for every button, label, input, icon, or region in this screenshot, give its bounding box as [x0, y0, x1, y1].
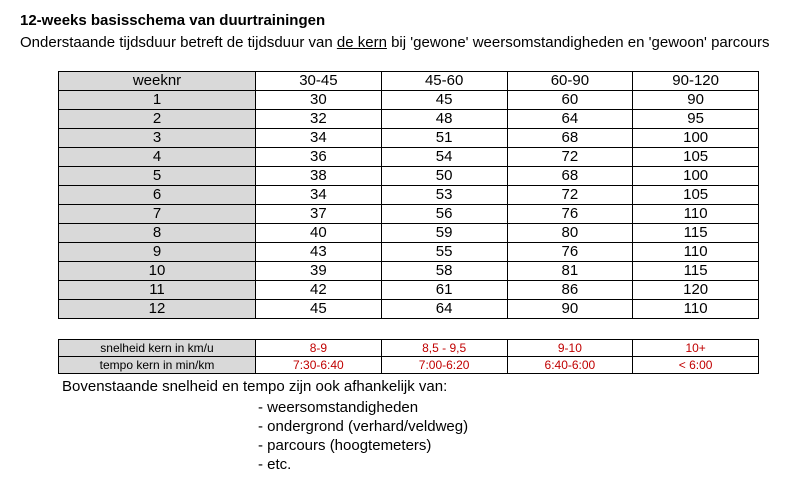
value-cell: 8,5 - 9,5 — [381, 340, 507, 357]
duration-cell: 56 — [381, 205, 507, 224]
duration-cell: 81 — [507, 262, 633, 281]
duration-cell: 95 — [633, 110, 759, 129]
table-row — [59, 91, 759, 110]
duration-cell: 58 — [381, 262, 507, 281]
duration-cell: 90 — [507, 300, 633, 319]
list-item: - parcours (hoogtemeters) — [258, 437, 432, 454]
duration-cell: 45 — [381, 91, 507, 110]
dependency-factors-list — [258, 398, 468, 474]
duration-cell: 110 — [633, 205, 759, 224]
week-number-cell: 1 — [59, 91, 256, 110]
duration-cell: 68 — [507, 167, 633, 186]
duration-cell: 72 — [507, 186, 633, 205]
duration-cell: 86 — [507, 281, 633, 300]
table-row — [59, 167, 759, 186]
duration-cell: 48 — [381, 110, 507, 129]
duration-cell: 40 — [256, 224, 382, 243]
subtitle-text-after: bij 'gewone' weersomstandigheden en 'gewoon' parcours — [386, 34, 770, 51]
duration-cell: 39 — [256, 262, 382, 281]
week-number-cell: 7 — [59, 205, 256, 224]
header-90-120: 90-120 — [633, 72, 759, 91]
duration-cell: 115 — [633, 224, 759, 243]
duration-cell: 100 — [633, 129, 759, 148]
value-cell: 7:30-6:40 — [256, 357, 382, 374]
duration-cell: 55 — [381, 243, 507, 262]
week-number-cell: 11 — [59, 281, 256, 300]
subtitle-underlined-text: de kern — [336, 34, 387, 51]
header-weeknr: weeknr — [59, 72, 256, 91]
duration-cell: 54 — [381, 148, 507, 167]
page-subtitle — [20, 34, 769, 51]
duration-cell: 105 — [633, 186, 759, 205]
week-number-cell: 10 — [59, 262, 256, 281]
duration-cell: 34 — [256, 129, 382, 148]
header-45-60: 45-60 — [381, 72, 507, 91]
dependency-note: Bovenstaande snelheid en tempo zijn ook afhankelijk van: — [62, 378, 448, 395]
duration-cell: 43 — [256, 243, 382, 262]
duration-cell: 59 — [381, 224, 507, 243]
duration-cell: 42 — [256, 281, 382, 300]
duration-cell: 64 — [381, 300, 507, 319]
value-cell: 8-9 — [256, 340, 382, 357]
duration-cell: 100 — [633, 167, 759, 186]
duration-cell: 90 — [633, 91, 759, 110]
duration-cell: 76 — [507, 243, 633, 262]
table-row — [59, 129, 759, 148]
header-30-45: 30-45 — [256, 72, 382, 91]
table-row — [59, 186, 759, 205]
value-cell: 7:00-6:20 — [381, 357, 507, 374]
value-cell: 9-10 — [507, 340, 633, 357]
tempo-row — [59, 357, 759, 374]
duration-cell: 120 — [633, 281, 759, 300]
week-number-cell: 3 — [59, 129, 256, 148]
list-item: - weersomstandigheden — [258, 399, 419, 416]
duration-cell: 60 — [507, 91, 633, 110]
table-row — [59, 281, 759, 300]
table-row — [59, 205, 759, 224]
week-number-cell: 5 — [59, 167, 256, 186]
duration-cell: 50 — [381, 167, 507, 186]
speed-tempo-table — [58, 339, 759, 374]
week-number-cell: 2 — [59, 110, 256, 129]
value-cell: 6:40-6:00 — [507, 357, 633, 374]
duration-cell: 32 — [256, 110, 382, 129]
week-number-cell: 8 — [59, 224, 256, 243]
page-title: 12-weeks basisschema van duurtrainingen — [20, 12, 326, 29]
duration-cell: 115 — [633, 262, 759, 281]
value-cell: 10+ — [633, 340, 759, 357]
subtitle-text-before: Onderstaande tijdsduur betreft de tijdsduur van — [20, 34, 337, 51]
duration-cell: 36 — [256, 148, 382, 167]
duration-cell: 110 — [633, 300, 759, 319]
table-row — [59, 110, 759, 129]
duration-cell: 45 — [256, 300, 382, 319]
table-row — [59, 262, 759, 281]
duration-cell: 34 — [256, 186, 382, 205]
week-number-cell: 9 — [59, 243, 256, 262]
duration-cell: 80 — [507, 224, 633, 243]
duration-cell: 51 — [381, 129, 507, 148]
duration-cell: 64 — [507, 110, 633, 129]
duration-cell: 110 — [633, 243, 759, 262]
week-number-cell: 6 — [59, 186, 256, 205]
duration-cell: 37 — [256, 205, 382, 224]
speed-row — [59, 340, 759, 357]
list-item: - etc. — [258, 456, 292, 473]
duration-cell: 30 — [256, 91, 382, 110]
value-cell: < 6:00 — [633, 357, 759, 374]
duration-cell: 76 — [507, 205, 633, 224]
header-60-90: 60-90 — [507, 72, 633, 91]
table-row — [59, 243, 759, 262]
list-item: - ondergrond (verhard/veldweg) — [258, 418, 469, 435]
duration-cell: 53 — [381, 186, 507, 205]
training-schedule-table — [58, 71, 759, 319]
table-header-row — [59, 72, 759, 91]
table-row — [59, 300, 759, 319]
duration-cell: 72 — [507, 148, 633, 167]
duration-cell: 38 — [256, 167, 382, 186]
table-row — [59, 148, 759, 167]
week-number-cell: 4 — [59, 148, 256, 167]
table-row — [59, 224, 759, 243]
row-label-cell: snelheid kern in km/u — [59, 340, 256, 357]
week-number-cell: 12 — [59, 300, 256, 319]
row-label-cell: tempo kern in min/km — [59, 357, 256, 374]
duration-cell: 105 — [633, 148, 759, 167]
duration-cell: 68 — [507, 129, 633, 148]
duration-cell: 61 — [381, 281, 507, 300]
